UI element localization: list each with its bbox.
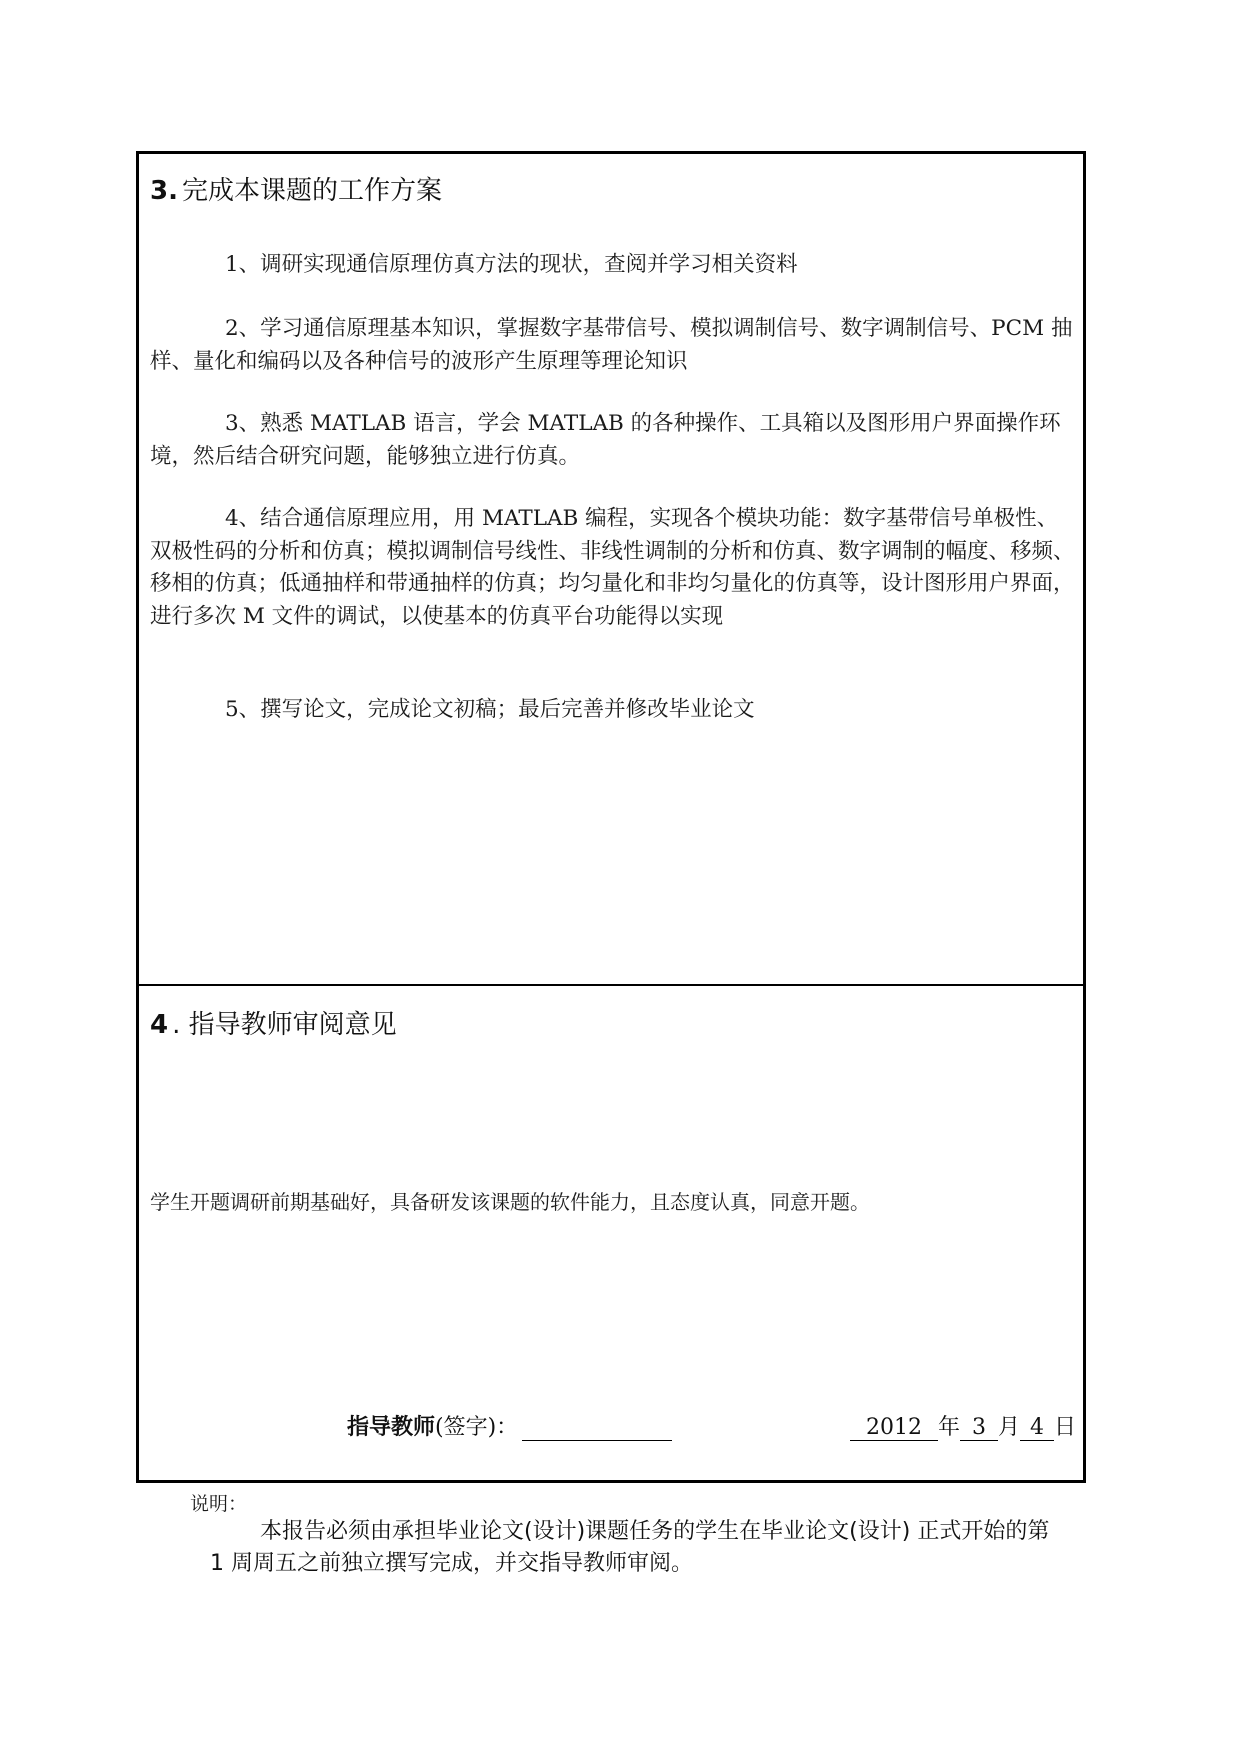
signature-label: 指导教师: [347, 1415, 436, 1440]
plan-item-3: 3、熟悉 MATLAB 语言，学会 MATLAB 的各种操作、工具箱以及图形用户界面操作环境，然后结合研究问题，能够独立进行仿真。: [150, 411, 1061, 469]
advisor-comment: 学生开题调研前期基础好，具备研发该课题的软件能力，且态度认真，同意开题。: [150, 1190, 870, 1214]
signature-line: [522, 1418, 672, 1441]
section-4-heading: [150, 1004, 397, 1041]
section-3-heading: [150, 170, 442, 207]
note-label: 说明：: [190, 1493, 248, 1515]
date-month-unit: 月: [998, 1415, 1021, 1440]
signature-suffix: (签字)：: [435, 1415, 519, 1440]
section-3-title: 完成本课题的工作方案: [181, 176, 442, 206]
note-text: 本报告必须由承担毕业论文(设计)课题任务的学生在毕业论文(设计) 正式开始的第 1 周周五之前独立撰写完成，并交指导教师审阅。: [210, 1519, 1050, 1576]
section-4-number: 4: [150, 1010, 169, 1040]
signature-date: [850, 1410, 1076, 1441]
plan-item-1: 1、调研实现通信原理仿真方法的现状，查阅并学习相关资料: [225, 252, 798, 277]
section-divider: [136, 984, 1086, 986]
plan-item-5: 5、撰写论文，完成论文初稿；最后完善并修改毕业论文: [225, 697, 755, 722]
plan-item-2: 2、学习通信原理基本知识，掌握数字基带信号、模拟调制信号、数字调制信号、PCM 抽样、量化和编码以及各种信号的波形产生原理等理论知识: [150, 316, 1073, 374]
date-year: 2012: [850, 1415, 938, 1441]
section-3-number: 3.: [150, 176, 178, 206]
section-4-title: . 指导教师审阅意见: [172, 1010, 397, 1040]
date-month: 3: [960, 1415, 998, 1441]
plan-item-4: 4、结合通信原理应用，用 MATLAB 编程，实现各个模块功能：数字基带信号单极性、双极性码的分析和仿真；模拟调制信号线性、非线性调制的分析和仿真、数字调制的幅度、移频、移相的仿真；低通抽样和带通抽样的仿真；均匀量化和非均匀量化的仿真等，设计图形用户界面，进行多次 M 文件的调试，以使基本的仿真平台功能得以实现: [150, 506, 1075, 629]
advisor-signature: [347, 1410, 672, 1441]
date-day-unit: 日: [1054, 1415, 1077, 1440]
date-day: 4: [1020, 1415, 1054, 1441]
date-year-unit: 年: [938, 1415, 961, 1440]
